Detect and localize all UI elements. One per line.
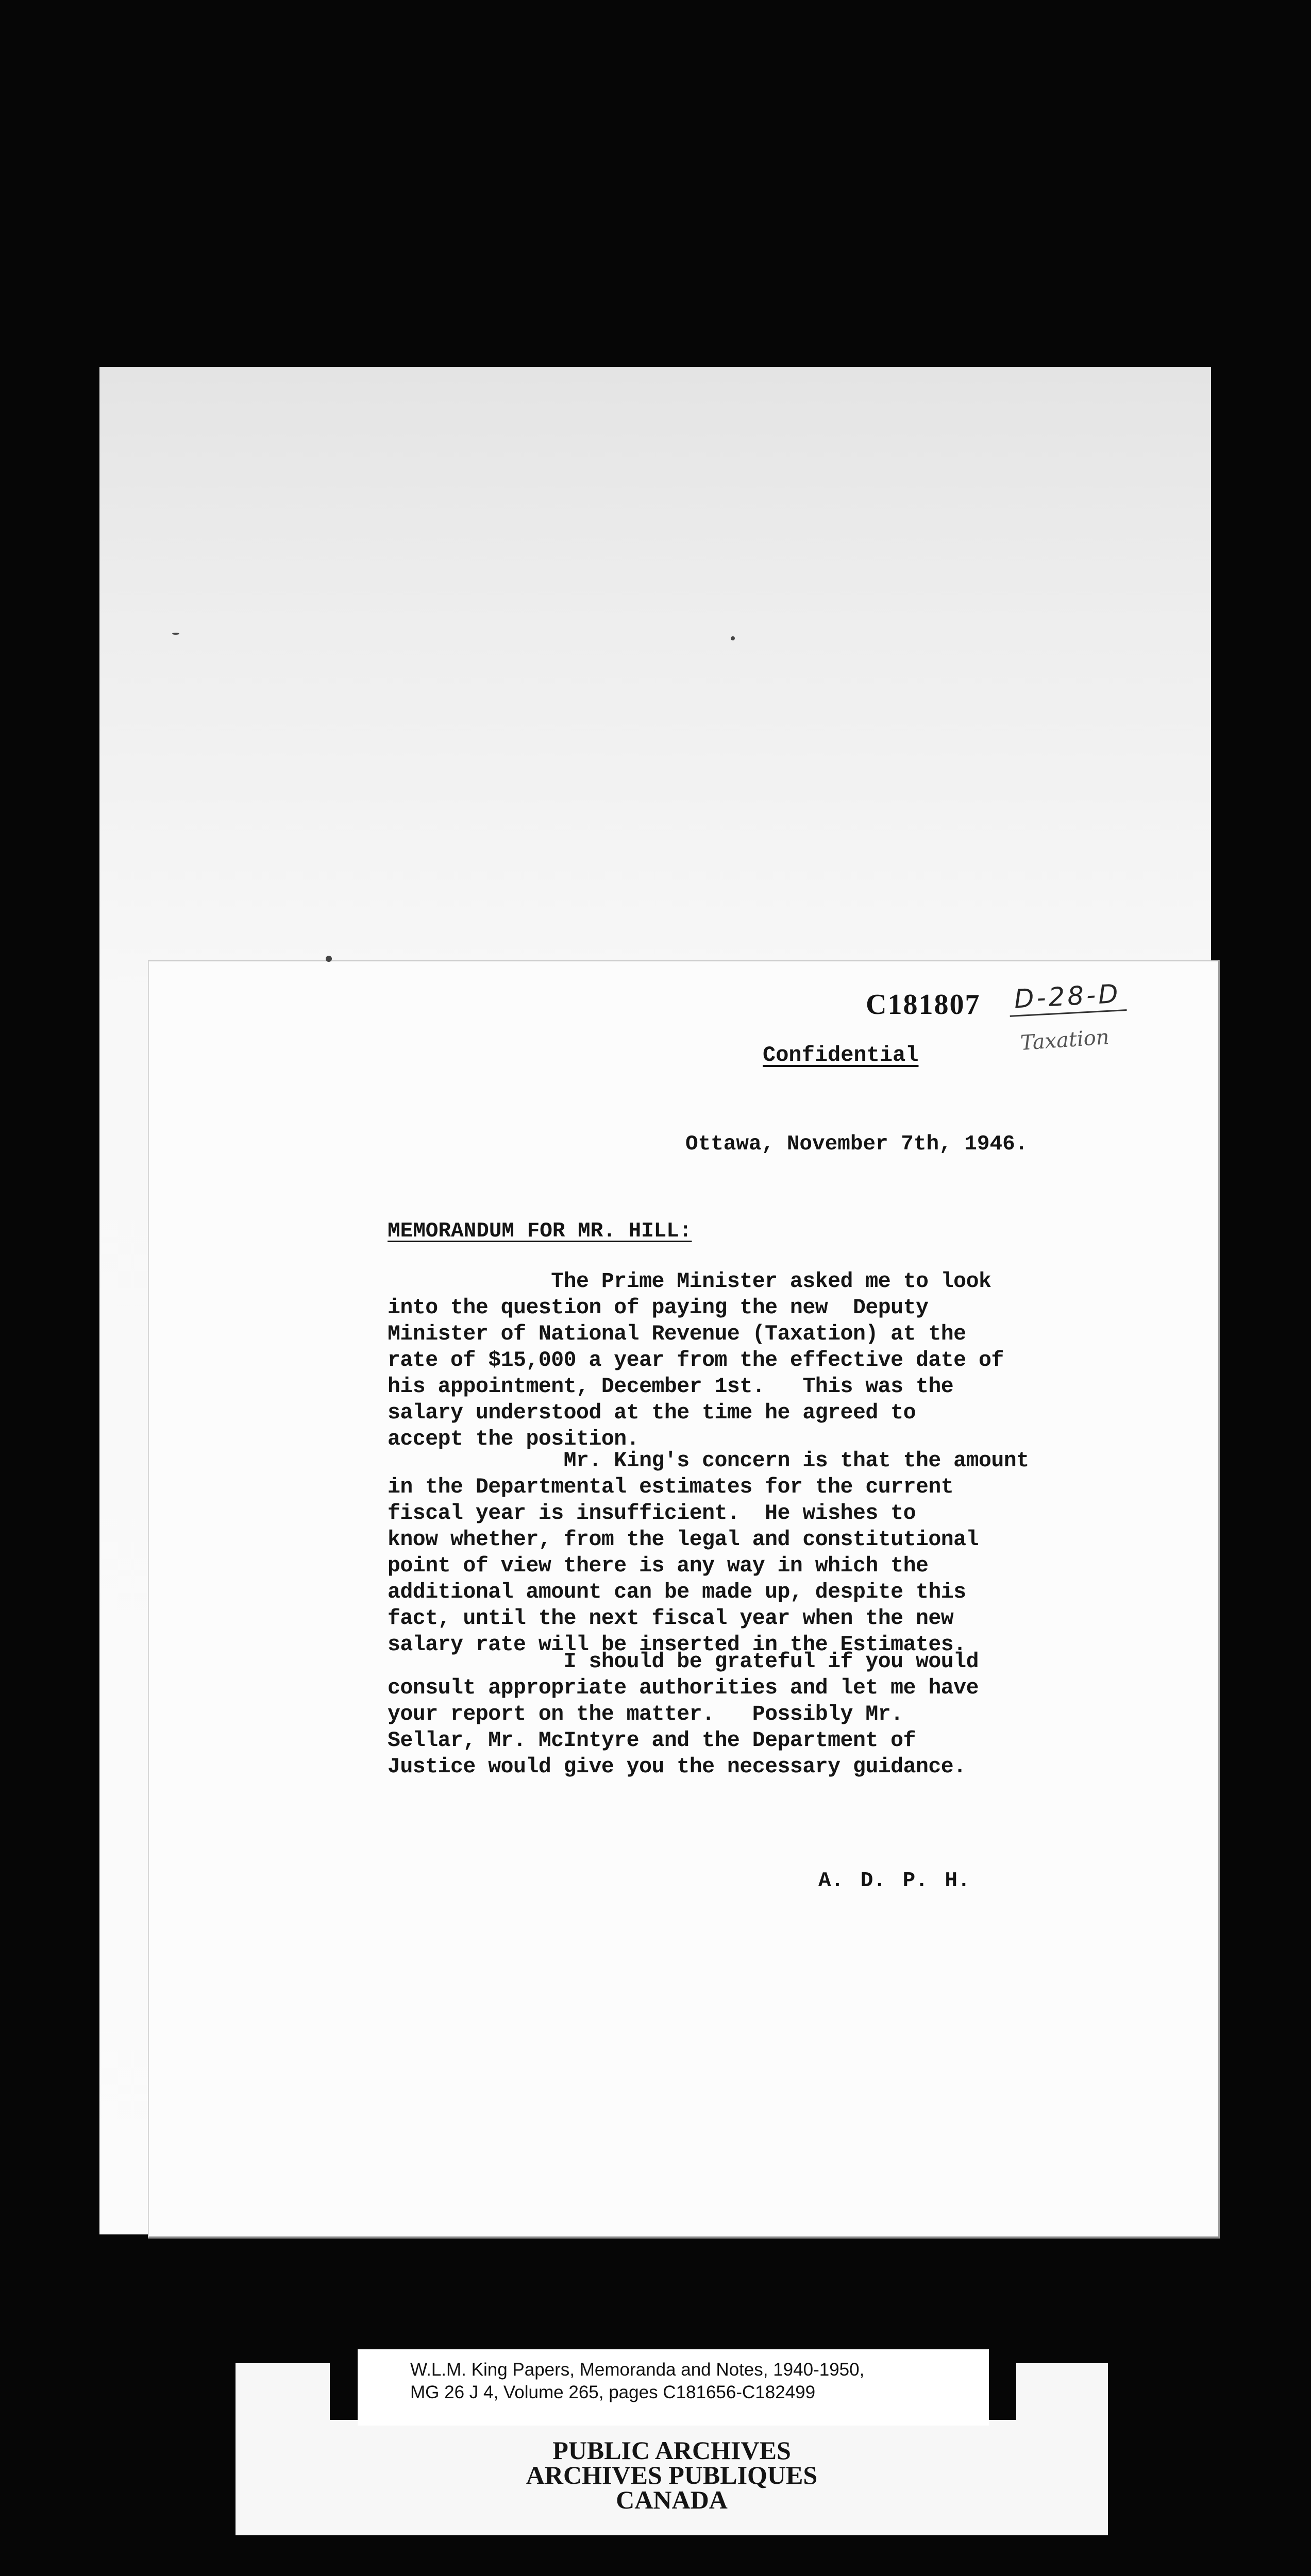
archives-name-fr: ARCHIVES PUBLIQUES (526, 2461, 818, 2489)
archives-country: CANADA (616, 2485, 728, 2514)
body-paragraph-2: Mr. King's concern is that the amount in the Departmental estimates for the current fiscal year is insufficient. He wishes to know whether, from the legal and constitutional point of view there is any way in which the additional amount can be made up, despite this fact, until the next fiscal year when the new salary rate will be inserted in the Estimates. (388, 1449, 1029, 1657)
archives-name-en: PUBLIC ARCHIVES (552, 2436, 791, 2465)
classification-label: Confidential (763, 1043, 919, 1067)
collection-line-2: MG 26 J 4, Volume 265, pages C181656-C182499 (410, 2382, 816, 2402)
document-stamp-number: C181807 (866, 989, 981, 1021)
dateline: Ottawa, November 7th, 1946. (685, 1132, 1028, 1156)
handwritten-note: Taxation (1019, 1025, 1110, 1055)
paper-speck (326, 956, 332, 962)
paper-speck (731, 636, 735, 640)
handwritten-file-code: D-28-D (1009, 978, 1127, 1017)
memo-heading: MEMORANDUM FOR MR. HILL: (388, 1219, 692, 1243)
body-paragraph-1: The Prime Minister asked me to look into the question of paying the new Deputy Minister of National Revenue (Taxation) at the rate of $15,000 a year from the effective date of his appointment, December 1st. This was the salary understood at the time he agreed to accept the position. (388, 1269, 1004, 1451)
collection-line-1: W.L.M. King Papers, Memoranda and Notes, 1940-1950, (410, 2360, 865, 2380)
paper-speck (172, 633, 179, 635)
body-paragraph-3: I should be grateful if you would consult appropriate authorities and let me have your report on the matter. Possibly Mr. Sellar, Mr. McIntyre and the Department of Justice would give you the necessary guidance. (388, 1650, 979, 1779)
signature-initials: A. D. P. H. (818, 1869, 970, 1893)
